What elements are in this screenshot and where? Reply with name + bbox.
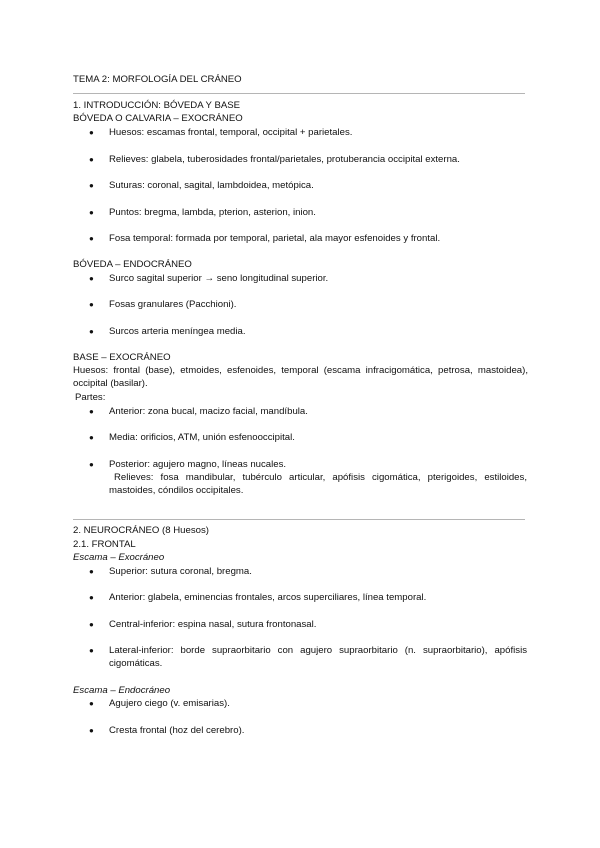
list-item: Agujero ciego (v. emisarias). xyxy=(109,698,230,709)
list-item: Superior: sutura coronal, bregma. xyxy=(109,566,252,577)
bullet-icon: ● xyxy=(89,433,94,442)
base-exo-heading: BASE – EXOCRÁNEO xyxy=(73,352,171,363)
bullet-icon: ● xyxy=(89,300,94,309)
bullet-icon: ● xyxy=(89,593,94,602)
escama-exo-heading: Escama – Exocráneo xyxy=(73,552,165,563)
list-item: Anterior: zona bucal, macizo facial, mandíbula. xyxy=(109,406,308,417)
list-item: Surco sagital superior → seno longitudinal superior. xyxy=(109,273,329,284)
bullet-icon: ● xyxy=(89,460,94,469)
list-item: Cresta frontal (hoz del cerebro). xyxy=(109,725,245,736)
list-item: Relieves: glabela, tuberosidades frontal/parietales, protuberancia occipital externa. xyxy=(109,154,460,165)
divider xyxy=(73,93,525,94)
bullet-icon: ● xyxy=(89,567,94,576)
document-title: TEMA 2: MORFOLOGÍA DEL CRÁNEO xyxy=(73,74,242,85)
list-item: Huesos: escamas frontal, temporal, occipital + parietales. xyxy=(109,127,353,138)
list-item: Anterior: glabela, eminencias frontales, arcos superciliares, línea temporal. xyxy=(109,592,427,603)
bullet-icon: ● xyxy=(89,274,94,283)
bullet-icon: ● xyxy=(89,726,94,735)
bullet-icon: ● xyxy=(89,155,94,164)
list-item: Surcos arteria meníngea media. xyxy=(109,326,246,337)
bullet-icon: ● xyxy=(89,699,94,708)
relieves-text: Relieves: fosa mandibular, tubérculo articular, apófisis cigomática, pterigoides, estiloides, mastoides, cóndilos occipitales. xyxy=(109,472,527,497)
list-item: Lateral-inferior: borde supraorbitario con agujero supraorbitario (n. supraorbitario), apófisis cigomáticas. xyxy=(109,645,527,670)
bullet-icon: ● xyxy=(89,208,94,217)
section-1-heading: 1. INTRODUCCIÓN: BÓVEDA Y BASE xyxy=(73,100,241,111)
bullet-icon: ● xyxy=(89,128,94,137)
list-item: Fosa temporal: formada por temporal, parietal, ala mayor esfenoides y frontal. xyxy=(109,233,441,244)
escama-endo-heading: Escama – Endocráneo xyxy=(73,685,171,696)
bullet-icon: ● xyxy=(89,234,94,243)
list-item: Central-inferior: espina nasal, sutura frontonasal. xyxy=(109,619,317,630)
bullet-icon: ● xyxy=(89,620,94,629)
list-item: Suturas: coronal, sagital, lambdoidea, metópica. xyxy=(109,180,314,191)
bullet-icon: ● xyxy=(89,327,94,336)
partes-label: Partes: xyxy=(75,392,106,403)
list-item: Media: orificios, ATM, unión esfenooccipital. xyxy=(109,432,295,443)
boveda-exo-heading: BÓVEDA O CALVARIA – EXOCRÁNEO xyxy=(73,113,243,124)
list-item: Puntos: bregma, lambda, pterion, asterion, inion. xyxy=(109,207,316,218)
divider xyxy=(73,519,525,520)
list-item: Fosas granulares (Pacchioni). xyxy=(109,299,237,310)
section-2-heading: 2. NEUROCRÁNEO (8 Huesos) xyxy=(73,525,209,536)
list-item: Posterior: agujero magno, líneas nucales. xyxy=(109,459,287,470)
base-huesos-text: Huesos: frontal (base), etmoides, esfenoides, temporal (escama infracigomática, petrosa, mastoidea), occipital (basilar). xyxy=(73,365,528,390)
bullet-icon: ● xyxy=(89,407,94,416)
bullet-icon: ● xyxy=(89,181,94,190)
bullet-icon: ● xyxy=(89,646,94,655)
frontal-subheading: 2.1. FRONTAL xyxy=(73,539,136,550)
boveda-endo-heading: BÓVEDA – ENDOCRÁNEO xyxy=(73,259,192,270)
